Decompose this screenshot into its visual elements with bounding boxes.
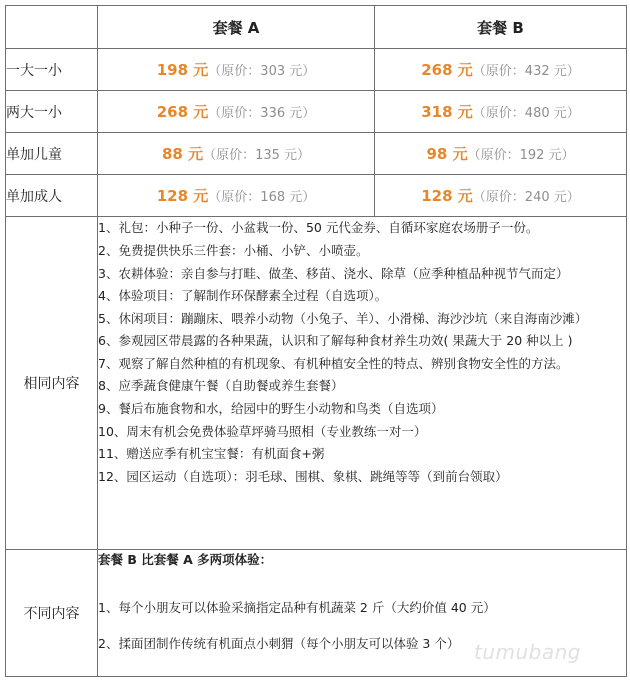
sale-price: 88 元 bbox=[161, 145, 204, 164]
package-b-price-cell bbox=[375, 133, 627, 175]
row-label: 一大一小 bbox=[6, 49, 98, 91]
header-row bbox=[6, 6, 627, 49]
sale-price: 128 元 bbox=[421, 187, 473, 206]
sale-price: 98 元 bbox=[426, 145, 468, 164]
header-package-b: 套餐 B bbox=[375, 6, 627, 49]
list-item: 7、观察了解自然种植的有机现象、有机种植安全性的特点、辨别食物安全性的方法。 bbox=[98, 355, 569, 371]
original-price: （原价：240 元） bbox=[472, 190, 580, 206]
list-item: 5、休闲项目：蹦蹦床、喂养小动物（小兔子、羊）、小滑梯、海沙沙坑（来自海南沙滩） bbox=[98, 310, 588, 326]
package-a-price-cell bbox=[98, 175, 375, 217]
list-item: 2、免费提供快乐三件套：小桶、小铲、小喷壶。 bbox=[98, 242, 369, 258]
original-price: （原价：303 元） bbox=[208, 64, 316, 80]
original-price: （原价：192 元） bbox=[467, 148, 575, 164]
price-row bbox=[6, 49, 627, 91]
original-price: （原价：432 元） bbox=[472, 64, 580, 80]
sale-price: 268 元 bbox=[421, 61, 473, 80]
same-content-row bbox=[6, 217, 627, 549]
same-content-list bbox=[98, 217, 627, 549]
package-a-price-cell bbox=[98, 49, 375, 91]
price-row bbox=[6, 175, 627, 217]
list-item: 6、参观园区带晨露的各种果蔬，认识和了解每种食材养生功效( 果蔬大于 20 种以上 ) bbox=[98, 333, 573, 349]
list-item: 12、园区运动（自选项）：羽毛球、围棋、象棋、跳绳等等（到前台领取） bbox=[98, 468, 508, 484]
row-label: 单加儿童 bbox=[6, 133, 98, 175]
original-price: （原价：168 元） bbox=[208, 190, 316, 206]
package-b-price-cell bbox=[375, 91, 627, 133]
list-item: 10、周末有机会免费体验草坪骑马照相（专业教练一对一） bbox=[98, 423, 427, 439]
original-price: （原价：135 元） bbox=[203, 148, 311, 164]
package-b-price-cell bbox=[375, 175, 627, 217]
list-item: 3、农耕体验：亲自参与打畦、做垄、移苗、浇水、除草（应季种植品种视节气而定） bbox=[98, 265, 569, 281]
row-label: 单加成人 bbox=[6, 175, 98, 217]
header-blank-cell bbox=[6, 6, 98, 49]
sale-price: 128 元 bbox=[156, 187, 209, 206]
package-a-price-cell bbox=[98, 91, 375, 133]
list-item: 4、体验项目：了解制作环保酵素全过程（自选项）。 bbox=[98, 288, 388, 304]
row-label: 两大一小 bbox=[6, 91, 98, 133]
price-row bbox=[6, 133, 627, 175]
package-a-price-cell bbox=[98, 133, 375, 175]
sale-price: 318 元 bbox=[421, 103, 473, 122]
diff-content-label: 不同内容 bbox=[6, 549, 98, 676]
package-b-price-cell bbox=[375, 49, 627, 91]
price-row bbox=[6, 91, 627, 133]
list-item: 8、应季蔬食健康午餐（自助餐或养生套餐） bbox=[98, 378, 344, 394]
package-table bbox=[5, 5, 627, 677]
sale-price: 198 元 bbox=[156, 61, 209, 80]
list-item: 1、礼包：小种子一份、小盆栽一份、50 元代金券、自循环家庭农场册子一份。 bbox=[98, 220, 539, 236]
header-package-a: 套餐 A bbox=[98, 6, 375, 49]
list-item: 1、每个小朋友可以体验采摘指定品种有机蔬菜 2 斤（大约价值 40 元） bbox=[98, 599, 496, 615]
diff-title: 套餐 B 比套餐 A 多两项体验： bbox=[98, 551, 273, 567]
watermark-logo: tumubang bbox=[474, 640, 581, 664]
original-price: （原价：480 元） bbox=[472, 106, 580, 122]
list-item: 2、揉面团制作传统有机面点小刺猬（每个小朋友可以体验 3 个） bbox=[98, 635, 460, 651]
same-content-label: 相同内容 bbox=[6, 217, 98, 549]
original-price: （原价：336 元） bbox=[208, 106, 316, 122]
list-item: 11、赠送应季有机宝宝餐：有机面食+粥 bbox=[98, 446, 325, 462]
list-item: 9、餐后布施食物和水，给园中的野生小动物和鸟类（自选项） bbox=[98, 401, 444, 417]
sale-price: 268 元 bbox=[156, 103, 209, 122]
